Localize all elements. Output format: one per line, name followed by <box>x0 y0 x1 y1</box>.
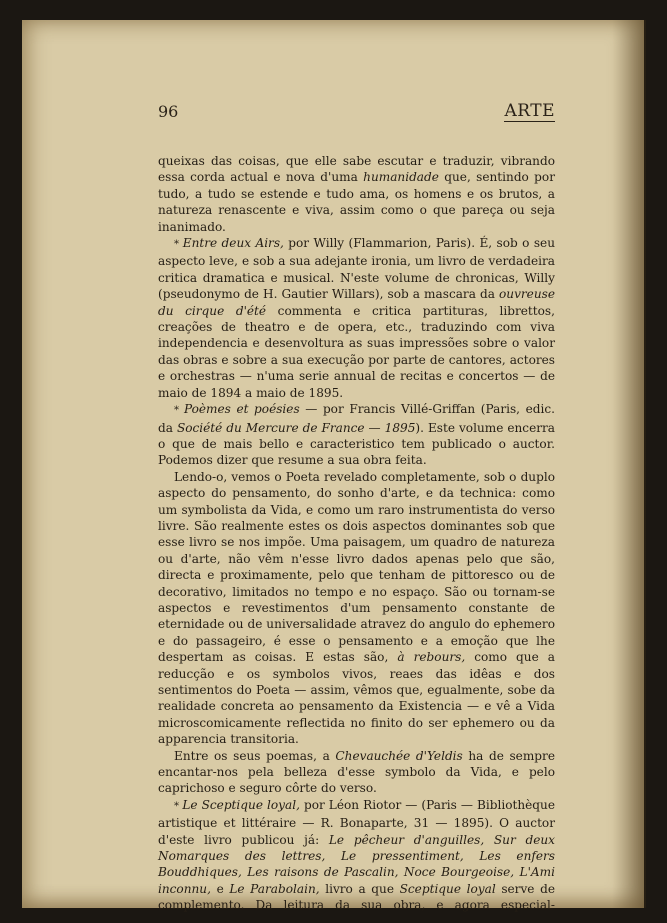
review-poemes-et-poesies <box>158 401 555 469</box>
page-number: 96 <box>158 102 179 121</box>
italic-title-text: à rebours, <box>397 650 466 665</box>
paragraph-continuation <box>158 153 555 235</box>
entry-marker: * <box>174 239 183 251</box>
entry-marker: * <box>174 405 184 417</box>
text-segment: Lendo-o, vemos o Poeta revelado completamente, sob o duplo aspecto do pensamento, do sonho d'arte, e da technica: como um symbolista da Vida, e como um raro instrumentista do verso livre. São realmente estes os dois aspectos dominantes sob que esse livro se nos impõe. Uma paisagem, um quadro de natureza ou d'arte, não vêm n'esse livro dados apenas pelo que são, directa e proximamente, pelo que tenham de pittoresco ou de decorativo, limitados no tempo e no espaço. São ou tornam-se aspectos e revestimentos d'um pensamento constante de eternidade ou de universalidade atravez do angulo do ephemero e do passageiro, é esse o pensamento e a emoção que lhe despertam as coisas. E estas são, <box>158 469 555 665</box>
italic-title-text: Le pêcheur d'anguilles, Sur deux Nomarques des lettres, Le pressentiment, Les enfers Bouddhiques, Les raisons de Pascalin, Noce Bourgeoise, L'Ami inconnu, <box>158 832 555 896</box>
italic-title-text: Poèmes et poésies <box>183 402 300 417</box>
body-text <box>158 153 555 914</box>
text-segment: Entre os seus poemas, a <box>174 748 336 763</box>
italic-title-text: humanidade <box>363 170 439 185</box>
italic-title-text: Entre deux Airs, <box>182 236 284 251</box>
text-segment: por Willy (Flammarion, Paris). É, sob o seu aspecto leve, e sob a sua adejante ironia, um livro de verdadeira critica dramatica e musical. N'este volume de chronicas, Willy (pseudonymo de H. Gautier Willars), sob a mascara da <box>158 236 555 302</box>
italic-title-text: Société du Mercure de France — 1895 <box>176 420 416 435</box>
text-segment: ha de sempre encantar-nos pela belleza d'esse symbolo da Vida, e pelo caprichoso e seguro côrte do verso. <box>158 748 555 796</box>
italic-title-text: Chevauchée d'Yeldis <box>335 748 463 763</box>
text-segment: serve de complemento. Da leitura da sua obra, e agora especial- <box>158 881 555 913</box>
text-segment: por Léon Riotor — (Paris — Bibliothèque artistique et littéraire — R. Bonaparte, 31 — 1895). O auctor d'este livro publicou já: <box>158 797 555 847</box>
paragraph-entre-os-seus-poemas <box>158 748 555 797</box>
text-segment: e <box>210 881 230 896</box>
italic-title-text: Sceptique loyal <box>399 881 496 896</box>
entry-marker: * <box>174 800 183 812</box>
review-entre-deux-airs <box>158 235 555 401</box>
text-segment: como que a reducção e os symbolos vivos, reaes das idêas e dos sentimentos do Poeta — assim, vêmos que, egualmente, sobe da realidade concreta ao pensamento da Existencia — e vê a Vida microscomicamente reflectida no finito do ser ephemero ou da apparencia transitoria. <box>158 650 555 747</box>
running-head: ARTE <box>504 101 555 121</box>
paragraph-lendo-o <box>158 469 555 748</box>
italic-title-text: Le Parabolain, <box>229 881 320 896</box>
italic-title-text: ouvreuse du cirque d'été <box>158 287 555 318</box>
text-segment: que, sentindo por tudo, a tudo se estende e tudo ama, os homens e os brutos, a natureza renascente e viva, assim como o que pareça ou seja inanimado. <box>158 170 555 234</box>
text-segment: commenta e critica partituras, librettos, creações de theatro e de opera, etc., traduzindo com viva independencia e desenvoltura as suas impressões sobre o valor das obras e sobre a sua execução por parte de cantores, actores e orchestras — n'uma serie annual de recitas e concertos — de maio de 1894 a maio de 1895. <box>158 303 555 400</box>
review-le-sceptique-loyal <box>158 797 555 914</box>
text-segment: queixas das coisas, que elle sabe escutar e traduzir, vibrando essa corda actual e nova d'uma <box>158 154 555 185</box>
text-segment: — por Francis Villé-Griffan (Paris, edic. da <box>158 402 555 435</box>
text-segment: ). Este volume encerra o que de mais bello e caracteristico tem publicado o auctor. Podemos dizer que resume a sua obra feita. <box>158 420 555 468</box>
page-gutter-shadow <box>612 20 646 908</box>
italic-title-text: Le Sceptique loyal, <box>182 797 300 812</box>
text-segment: livro a que <box>319 881 400 896</box>
page-header <box>158 102 555 126</box>
